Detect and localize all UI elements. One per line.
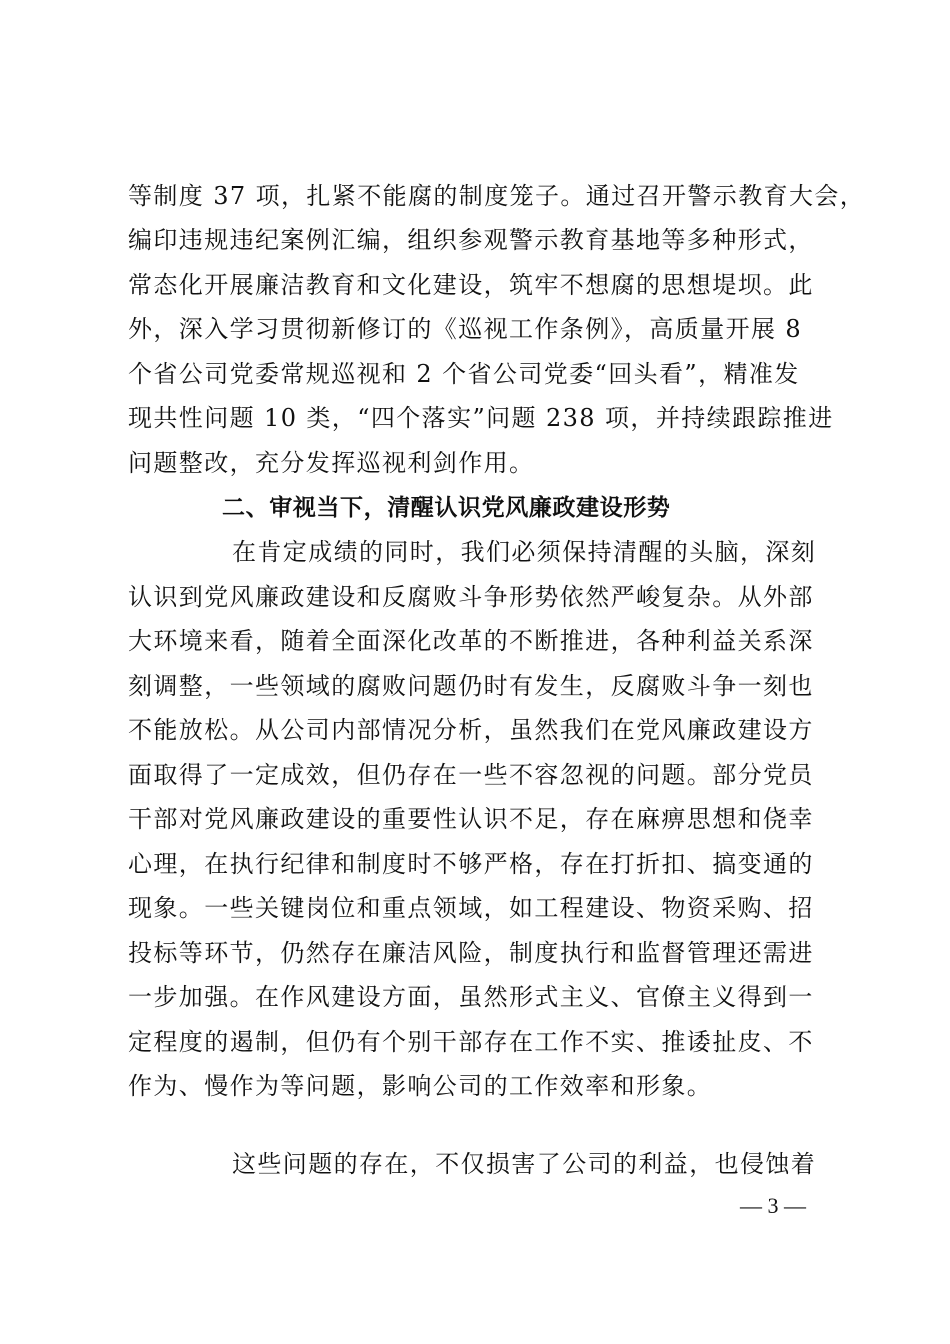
body-line: 常态化开展廉洁教育和文化建设，筑牢不想腐的思想堤坝。此 (128, 271, 814, 299)
body-line: 个省公司党委常规巡视和 2 个省公司党委“回头看”，精准发 (128, 360, 800, 388)
body-line: 面取得了一定成效，但仍存在一些不容忽视的问题。部分党员 (128, 761, 814, 789)
body-line: 刻调整，一些领域的腐败问题仍时有发生，反腐败斗争一刻也 (128, 672, 814, 700)
body-line: 现共性问题 10 类，“四个落实”问题 238 项，并持续跟踪推进 (128, 404, 834, 432)
body-line: 作为、慢作为等问题，影响公司的工作效率和形象。 (128, 1072, 713, 1100)
body-line: 干部对党风廉政建设的重要性认识不足，存在麻痹思想和侥幸 (128, 805, 814, 833)
body-line: 等制度 37 项，扎紧不能腐的制度笼子。通过召开警示教育大会， (128, 182, 866, 210)
body-line: 定程度的遏制，但仍有个别干部存在工作不实、推诿扯皮、不 (128, 1028, 814, 1056)
body-line: 心理，在执行纪律和制度时不够严格，存在打折扣、搞变通的 (128, 850, 814, 878)
paragraph-first-line: 在肯定成绩的同时，我们必须保持清醒的头脑，深刻 (232, 538, 817, 566)
section-heading: 二、审视当下，清醒认识党风廉政建设形势 (222, 495, 671, 521)
body-line: 编印违规违纪案例汇编，组织参观警示教育基地等多种形式， (128, 226, 814, 254)
body-line: 认识到党风廉政建设和反腐败斗争形势依然严峻复杂。从外部 (128, 583, 814, 611)
page-number: — 3 — (740, 1193, 806, 1218)
body-line: 一步加强。在作风建设方面，虽然形式主义、官僚主义得到一 (128, 983, 814, 1011)
body-line: 大环境来看，随着全面深化改革的不断推进，各种利益关系深 (128, 627, 814, 655)
body-line: 投标等环节，仍然存在廉洁风险，制度执行和监督管理还需进 (128, 939, 814, 967)
body-line: 问题整改，充分发挥巡视利剑作用。 (128, 449, 535, 477)
body-line: 外，深入学习贯彻新修订的《巡视工作条例》，高质量开展 8 (128, 315, 803, 343)
body-line: 不能放松。从公司内部情况分析，虽然我们在党风廉政建设方 (128, 716, 814, 744)
paragraph-first-line: 这些问题的存在，不仅损害了公司的利益，也侵蚀着 (232, 1150, 817, 1178)
body-line: 现象。一些关键岗位和重点领域，如工程建设、物资采购、招 (128, 894, 814, 922)
